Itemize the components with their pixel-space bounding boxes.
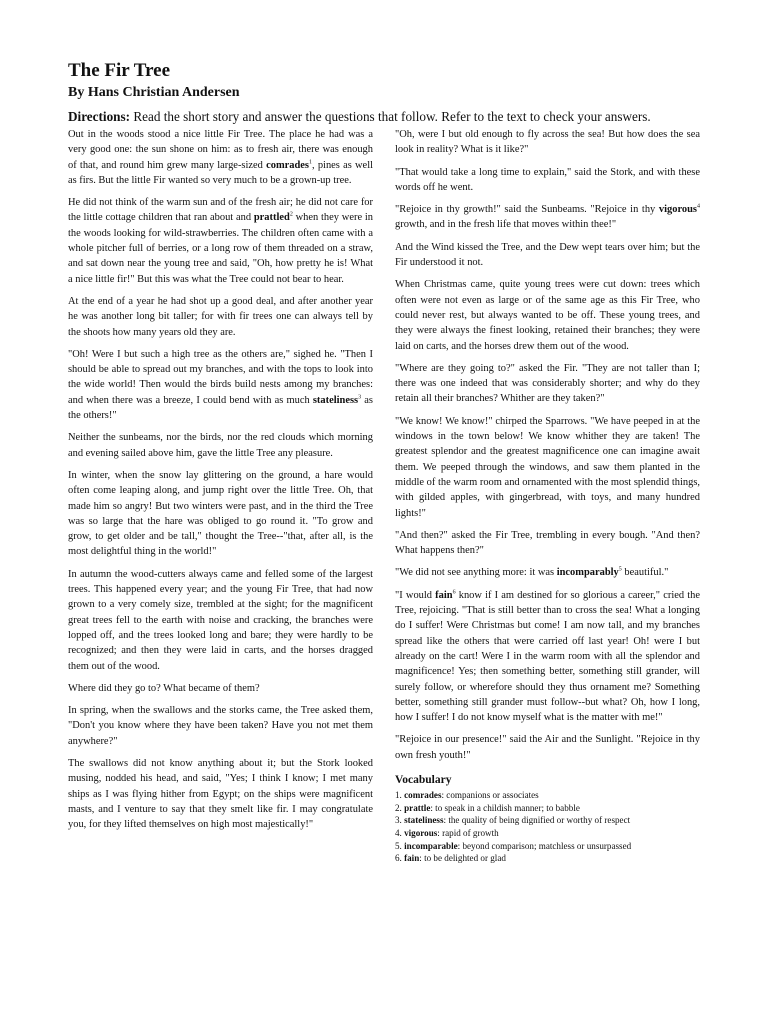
footnote-marker: 5 <box>618 566 622 573</box>
paragraph: Neither the sunbeams, nor the birds, nor the red clouds which morning and evening sailed above him, gave the little Tree any pleasure. <box>68 432 373 459</box>
paragraph: In spring, when the swallows and the storks came, the Tree asked them, "Don't you know where they have been taken? Have you not met them anywhere?" <box>68 705 373 747</box>
vocab-item: 5. incomparable: beyond comparison; matchless or unsurpassed <box>395 840 632 851</box>
footnote-marker: 1 <box>309 159 312 166</box>
vocab-word: comrades <box>266 159 309 171</box>
paragraph: When Christmas came, quite young trees were cut down: trees which often were not even as large or of the same age as this Fir Tree, who could never rest, but always wanted to be off. These young trees, and they were always the finest looking, retained their branches; they were laid on carts, and the horses drew them out of the wood. <box>395 279 700 352</box>
paragraph: "Where are they going to?" asked the Fir. "They are not taller than I; there was one indeed that was considerably shorter; and why do they retain all their branches? Whither are they taken?" <box>395 362 700 405</box>
paragraph: Where did they go to? What became of them? <box>68 682 260 694</box>
worksheet-page <box>68 60 700 864</box>
paragraph: "And then?" asked the Fir Tree, trembling in every bough. "And then? What happens then?" <box>395 529 700 557</box>
vocab-item: 4. vigorous: rapid of growth <box>395 828 499 839</box>
vocab-item: 6. fain: to be delighted or glad <box>395 853 506 864</box>
paragraph: He did not think of the warm sun and of the fresh air; he did not care for the little cottage children that ran about and prattled$^2$ when they were in the woods looking for wild-strawberries. The children often came with a whole pitcher full of berries, or a long row of them threaded on a straw, and sat down near the young tree and said, "Oh, how pretty he is! What a nice little fir!" But this was what the Tree could not bear to hear. <box>68 197 373 285</box>
paragraph: In winter, when the snow lay glittering on the ground, a hare would often come leaping along, and jump right over the little Tree. Oh, that made him so angry! But two winters were past, and in the third the Tree was so large that the hare was obliged to go round it. "To grow and grow, to get older and be tall," thought the Tree--"that, after all, is the most delightful thing in the world!" <box>68 469 373 558</box>
paragraph: "We know! We know!" chirped the Sparrows. "We have peeped in at the windows in the town below! We know whither they are taken! The greatest splendor and the greatest magnificence one can imagine await them. We peeped through the windows, and saw them planted in the middle of the warm room and ornamented with the most splendid things, with gilded apples, with gingerbread, with toys, and many hundred lights!" <box>395 415 700 519</box>
paragraph: "We did not see anything more: it was incomparably$^5$ beautiful." <box>395 566 669 579</box>
footnote-marker: 6 <box>452 589 456 596</box>
vocab-item: 1. comrades: companions or associates <box>395 790 539 801</box>
vocab-word: incomparably <box>556 567 619 579</box>
paragraph: "Rejoice in thy growth!" said the Sunbeams. "Rejoice in thy vigorous$^4$ growth, and in the fresh life that moves within thee!" <box>395 203 700 231</box>
vocabulary-heading: Vocabulary <box>395 773 452 786</box>
vocab-item: 2. prattle: to speak in a childish manner; to babble <box>395 802 580 813</box>
vocab-word: stateliness <box>312 394 359 406</box>
right-column <box>395 127 700 865</box>
paragraph: "That would take a long time to explain," said the Stork, and with these words off he went. <box>395 166 700 193</box>
footnote-marker: 4 <box>697 203 700 210</box>
vocab-word: vigorous <box>658 204 697 216</box>
paragraph: "Oh! Were I but such a high tree as the others are," sighed he. "Then I should be able to spread out my branches, and with the tops to look into the wide world! Then would the birds build nests among my branches: and when there was a breeze, I could bend with as much stateliness$^3$ as the others!" <box>68 348 373 422</box>
paragraph: At the end of a year he had shot up a good deal, and after another year he was another long bit taller; for with fir trees one can always tell by the shoots how many years old they are. <box>68 295 373 338</box>
footnote-marker: 3 <box>358 394 362 401</box>
directions-text: Read the short story and answer the questions that follow. Refer to the text to check your answers. <box>133 109 651 124</box>
vocab-item: 3. stateliness: the quality of being dignified or worthy of respect <box>395 815 631 826</box>
paragraph: "I would fain$^6$ know if I am destined for so glorious a career," cried the Tree, rejoicing. "That is still better than to cross the sea! What a longing do I suffer! Were Christmas but come! I am now tall, and my branches spread like the others that were carried off last year! Oh! were I but already on the cart! Were I in the warm room with all the splendor and magnificence! Yes; then something better, something still grander, will surely follow, or wherefore should they thus ornament me? Something better, something still grander must follow--but what? Oh, how I long, how I suffer! I do not know myself what is the matter with me!" <box>395 589 700 724</box>
vocab-word: fain <box>435 589 453 601</box>
story-columns <box>68 127 700 865</box>
paragraph: In autumn the wood-cutters always came and felled some of the largest trees. This happened every year; and the young Fir Tree, that had now grown to a very comely size, trembled at the sight; for the magnificent great trees fell to the earth with noise and cracking, the branches were lopped off, and the trees looked long and bare; they were hardly to be recognized; and then they were laid in carts, and the horses dragged them out of the wood. <box>68 568 373 672</box>
paragraph: "Rejoice in our presence!" said the Air and the Sunlight. "Rejoice in thy own fresh youth!" <box>395 734 700 761</box>
left-column <box>68 127 373 865</box>
paragraph: "Oh, were I but old enough to fly across the sea! But how does the sea look in reality? What is it like?" <box>395 129 700 156</box>
vocabulary-list <box>395 789 700 865</box>
author-byline: By Hans Christian Andersen <box>68 85 240 100</box>
paragraph: The swallows did not know anything about it; but the Stork looked musing, nodded his head, and said, "Yes; I think I know; I met many ships as I was flying hither from Egypt; on the ships were magnificent masts, and I venture to say that they smelt like fir. I may congratulate you, for they lifted themselves on high most majestically!" <box>68 757 373 831</box>
directions <box>68 108 700 125</box>
vocab-word: prattled <box>253 212 290 224</box>
directions-label: Directions: <box>68 109 131 124</box>
paragraph: Out in the woods stood a nice little Fir Tree. The place he had was a very good one: the sun shone on him: as to fresh air, there was enough of that, and round him grew many large-sized comrades$^1$, pines as well as firs. But the little Fir wanted so very much to be a grown-up tree. <box>68 129 373 186</box>
footnote-marker: 2 <box>289 212 293 218</box>
paragraph: And the Wind kissed the Tree, and the Dew wept tears over him; but the Fir understood it not. <box>395 241 700 269</box>
story-title: The Fir Tree <box>68 60 171 81</box>
